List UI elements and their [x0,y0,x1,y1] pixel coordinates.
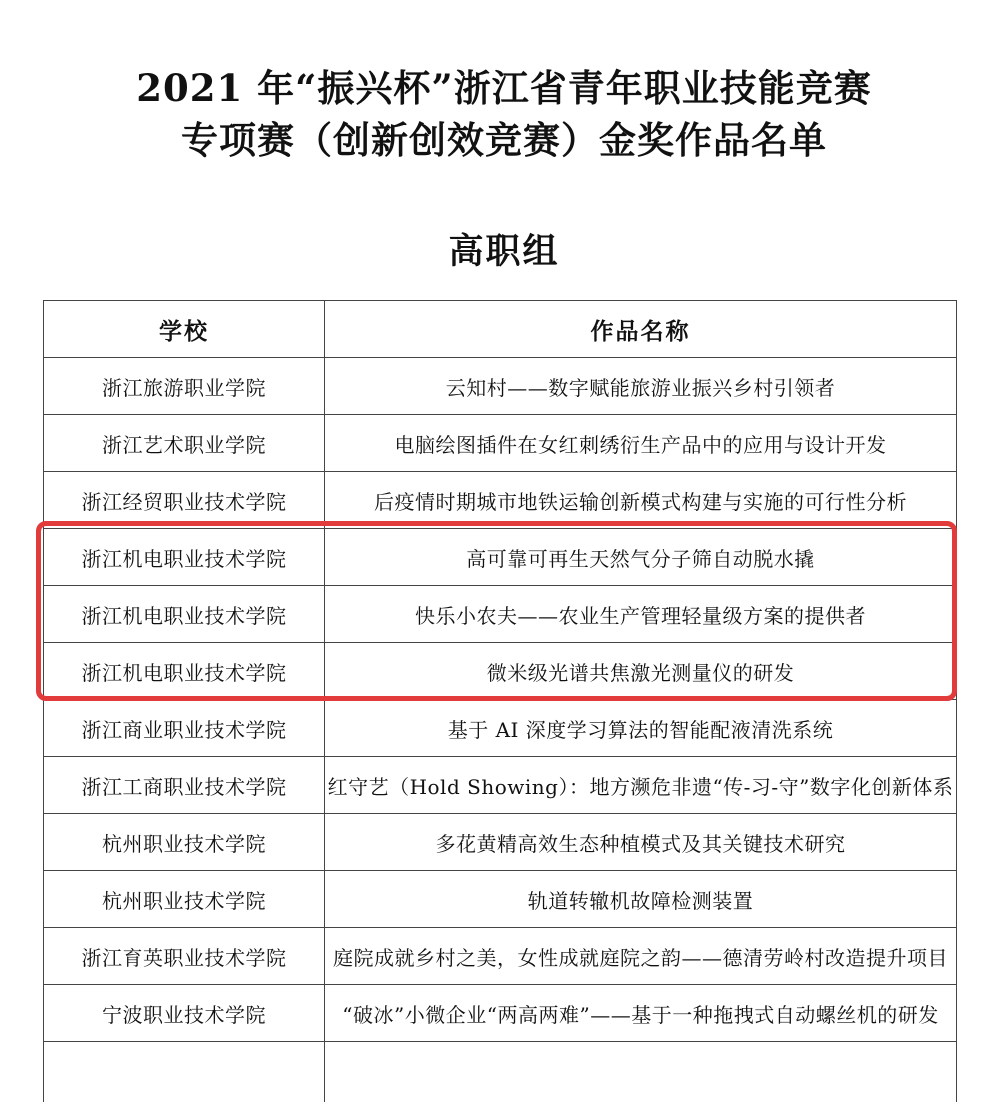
table-row [44,757,956,814]
school-cell: 浙江商业职业技术学院 [44,700,325,756]
work-cell: 云知村——数字赋能旅游业振兴乡村引领者 [445,375,836,400]
school-cell: 浙江经贸职业技术学院 [44,472,325,528]
table-row-highlighted [44,586,956,643]
document-title [0,62,1008,166]
work-cell: 高可靠可再生天然气分子筛自动脱水撬 [466,546,815,571]
school-cell: 浙江旅游职业学院 [44,358,325,414]
school-cell: 浙江艺术职业学院 [44,415,325,471]
school-cell: 杭州职业技术学院 [44,871,325,927]
award-table [43,300,957,1102]
work-cell: 多花黄精高效生态种植模式及其关键技术研究 [435,831,846,856]
table-row [44,814,956,871]
table-row [44,415,956,472]
table-row [44,928,956,985]
work-cell: 基于 AI 深度学习算法的智能配液清洗系统 [447,717,834,742]
table-row-partial [44,1042,956,1102]
school-cell: 宁波职业技术学院 [44,985,325,1041]
school-cell: 浙江机电职业技术学院 [44,586,325,642]
table-row [44,871,956,928]
school-cell: 浙江机电职业技术学院 [44,529,325,585]
document-title-line2: 专项赛（创新创效竞赛）金奖作品名单 [181,118,827,162]
table-row [44,700,956,757]
table-row-highlighted [44,529,956,586]
table-row [44,358,956,415]
table-row [44,985,956,1042]
table-row-highlighted [44,643,956,700]
school-cell [44,1042,325,1102]
school-cell: 浙江工商职业技术学院 [44,757,325,813]
school-cell: 浙江育英职业技术学院 [44,928,325,984]
work-cell [325,1042,956,1102]
school-cell: 浙江机电职业技术学院 [44,643,325,699]
work-cell: 快乐小农夫——农业生产管理轻量级方案的提供者 [415,603,866,628]
work-cell: 红守艺（Hold Showing）：地方濒危非遗“传-习-守”数字化创新体系 [327,774,954,799]
work-cell: 电脑绘图插件在女红刺绣衍生产品中的应用与设计开发 [394,432,887,457]
column-header-work: 作品名称 [590,317,691,345]
document-title-line1: 2021 年“振兴杯”浙江省青年职业技能竞赛 [136,66,872,110]
work-cell: 微米级光谱共焦激光测量仪的研发 [486,660,795,685]
work-cell: 庭院成就乡村之美，女性成就庭院之韵——德清劳岭村改造提升项目 [333,945,948,970]
table-row [44,472,956,529]
school-cell: 杭州职业技术学院 [44,814,325,870]
work-cell: “破冰”小微企业“两高两难”——基于一种拖拽式自动螺丝机的研发 [342,1002,939,1027]
group-label: 高职组 [448,231,560,272]
work-cell: 后疫情时期城市地铁运输创新模式构建与实施的可行性分析 [374,489,907,514]
column-header-school: 学校 [44,301,325,357]
table-header-row [44,301,956,358]
work-cell: 轨道转辙机故障检测装置 [527,888,754,913]
